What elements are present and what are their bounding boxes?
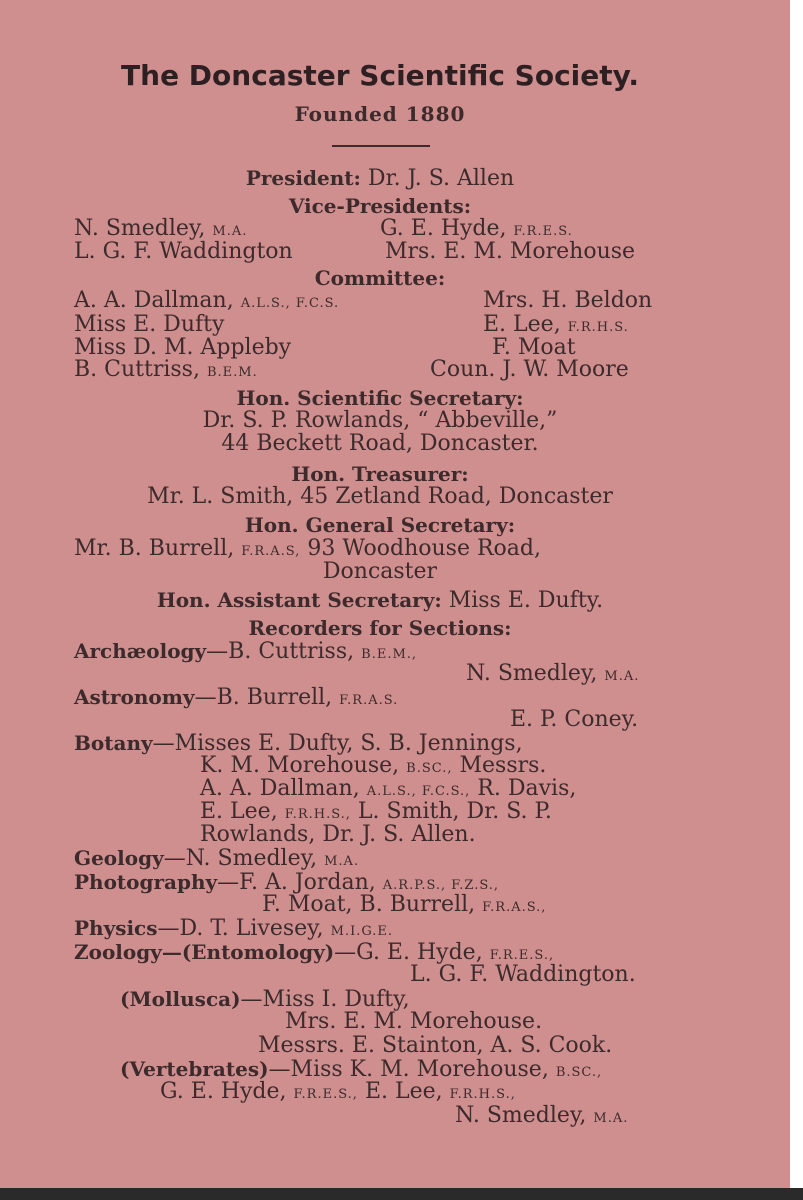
recorder-names: —B. Cuttriss, <box>206 639 355 664</box>
recorder-degree: A.R.P.S., F.Z.S., <box>382 878 500 893</box>
member-name: E. Lee, <box>483 312 561 337</box>
recorder-names: E. Lee, <box>200 799 278 824</box>
recorder-names: G. E. Hyde, <box>160 1079 287 1104</box>
member-degree: B.E.M. <box>206 365 258 380</box>
recorder-names: A. A. Dallman, <box>200 776 360 801</box>
recorder-names: —Miss K. M. Morehouse, <box>268 1057 549 1082</box>
archaeology-line-2 <box>466 662 639 689</box>
recorder-degree: M.I.G.E. <box>330 924 394 939</box>
vp-name: N. Smedley, <box>74 216 206 241</box>
recorder-degree: B.SC., <box>406 761 453 776</box>
recorder-names: R. Davis, <box>477 776 577 801</box>
gen-secretary-line-2: Doncaster <box>322 559 438 584</box>
member-name: B. Cuttriss, <box>74 357 200 382</box>
president-line <box>0 166 760 191</box>
recorder-degree: M.A. <box>593 1111 629 1126</box>
recorder-names: F. Moat, B. Burrell, <box>262 892 476 917</box>
recorder-names: —D. T. Livesey, <box>157 916 324 941</box>
section-label: Photography <box>74 870 218 894</box>
section-label: Zoology—(Entomology) <box>74 940 335 964</box>
committee-row-3-right: F. Moat <box>492 335 576 360</box>
asst-secretary-line <box>0 588 760 613</box>
secretary-name: Mr. B. Burrell, <box>74 536 235 561</box>
asst-secretary-name: Miss E. Dufty. <box>448 588 604 613</box>
recorder-names: —G. E. Hyde, <box>334 940 483 965</box>
recorder-degree: A.L.S., F.C.S., <box>366 784 471 799</box>
member-name: A. A. Dallman, <box>74 288 234 313</box>
astronomy-line-1 <box>74 685 398 713</box>
recorder-names: —B. Burrell, <box>194 685 333 710</box>
botany-line-5: Rowlands, Dr. J. S. Allen. <box>200 822 476 847</box>
treasurer-line-1: Mr. L. Smith, 45 Zetland Road, Doncaster <box>147 484 613 509</box>
recorder-degree: M.A. <box>324 854 360 869</box>
recorder-names: —Misses E. Dufty, S. B. Jennings, <box>152 731 523 756</box>
scan-edge <box>790 0 803 1188</box>
committee-row-2-left: Miss E. Dufty <box>74 312 225 337</box>
section-label: (Mollusca) <box>120 987 241 1011</box>
committee-row-3-left: Miss D. M. Appleby <box>74 335 292 360</box>
section-label: Physics <box>74 916 158 940</box>
mollusca-line-2: Mrs. E. M. Morehouse. <box>285 1009 543 1034</box>
recorder-names: —F. A. Jordan, <box>217 870 376 895</box>
secretary-degree: F.R.A.S, <box>241 544 301 559</box>
section-label: Geology <box>74 846 164 870</box>
sci-secretary-line-2: 44 Beckett Road, Doncaster. <box>221 431 539 456</box>
vertebrates-line-3 <box>455 1104 628 1131</box>
sci-secretary-label: Hon. Scientific Secretary: <box>236 386 524 410</box>
recorder-names: E. Lee, <box>364 1079 443 1104</box>
vp-degree: F.R.E.S. <box>513 224 573 239</box>
archaeology-line-1 <box>74 639 417 667</box>
treasurer-label: Hon. Treasurer: <box>291 462 469 486</box>
society-title: The Doncaster Scientific Society. <box>121 59 639 92</box>
recorder-names: —Miss I. Dufty, <box>240 987 410 1012</box>
section-label: (Vertebrates) <box>120 1057 269 1081</box>
sci-secretary-line-1: Dr. S. P. Rowlands, “ Abbeville,” <box>202 408 558 433</box>
astronomy-line-2: E. P. Coney. <box>510 707 639 732</box>
member-degree: A.L.S., F.C.S. <box>240 296 340 311</box>
gen-secretary-label: Hon. General Secretary: <box>244 513 516 537</box>
founded-line: Founded 1880 <box>294 102 466 126</box>
recorder-names: N. Smedley, <box>466 661 598 686</box>
committee-row-1-right: Mrs. H. Beldon <box>483 288 653 313</box>
vp-row-2-right: Mrs. E. M. Morehouse <box>385 239 636 264</box>
recorder-degree: F.R.E.S., <box>293 1087 358 1102</box>
recorder-degree: B.E.M., <box>361 647 418 662</box>
recorder-degree: F.R.A.S., <box>482 900 547 915</box>
recorder-names: —N. Smedley, <box>163 846 318 871</box>
committee-label: Committee: <box>314 266 446 290</box>
recorder-names: N. Smedley, <box>455 1103 587 1128</box>
vp-name: G. E. Hyde, <box>380 216 507 241</box>
committee-row-4-right: Coun. J. W. Moore <box>430 357 629 382</box>
zoology-line-2: L. G. F. Waddington. <box>410 962 636 987</box>
vp-degree: M.A. <box>212 224 248 239</box>
recorder-degree: B.SC., <box>555 1065 603 1080</box>
president-label: President: <box>245 166 361 190</box>
president-name: Dr. J. S. Allen <box>367 166 515 191</box>
recorder-names: Messrs. <box>459 753 547 778</box>
secretary-address: 93 Woodhouse Road, <box>307 536 541 561</box>
recorder-degree: F.R.E.S., <box>489 948 555 963</box>
vp-row-2-left: L. G. F. Waddington <box>74 239 293 264</box>
scan-bottom-strip <box>0 1188 803 1200</box>
section-label: Botany <box>74 731 153 755</box>
recorder-degree: F.R.H.S., <box>284 807 351 822</box>
section-label: Archæology <box>74 639 207 663</box>
recorder-names: K. M. Morehouse, <box>200 753 400 778</box>
recorder-degree: M.A. <box>604 669 640 684</box>
section-label: Astronomy <box>74 685 195 709</box>
mollusca-line-3: Messrs. E. Stainton, A. S. Cook. <box>258 1033 613 1058</box>
recorder-names: L. Smith, Dr. S. P. <box>357 799 552 824</box>
vice-presidents-label: Vice-Presidents: <box>288 194 472 218</box>
recorder-degree: F.R.H.S., <box>449 1087 516 1102</box>
recorders-label: Recorders for Sections: <box>248 616 512 640</box>
member-degree: F.R.H.S. <box>567 320 629 335</box>
divider-rule <box>332 145 430 147</box>
asst-secretary-label: Hon. Assistant Secretary: <box>156 588 442 612</box>
recorder-degree: F.R.A.S. <box>339 693 399 708</box>
committee-row-4-left <box>74 358 258 385</box>
